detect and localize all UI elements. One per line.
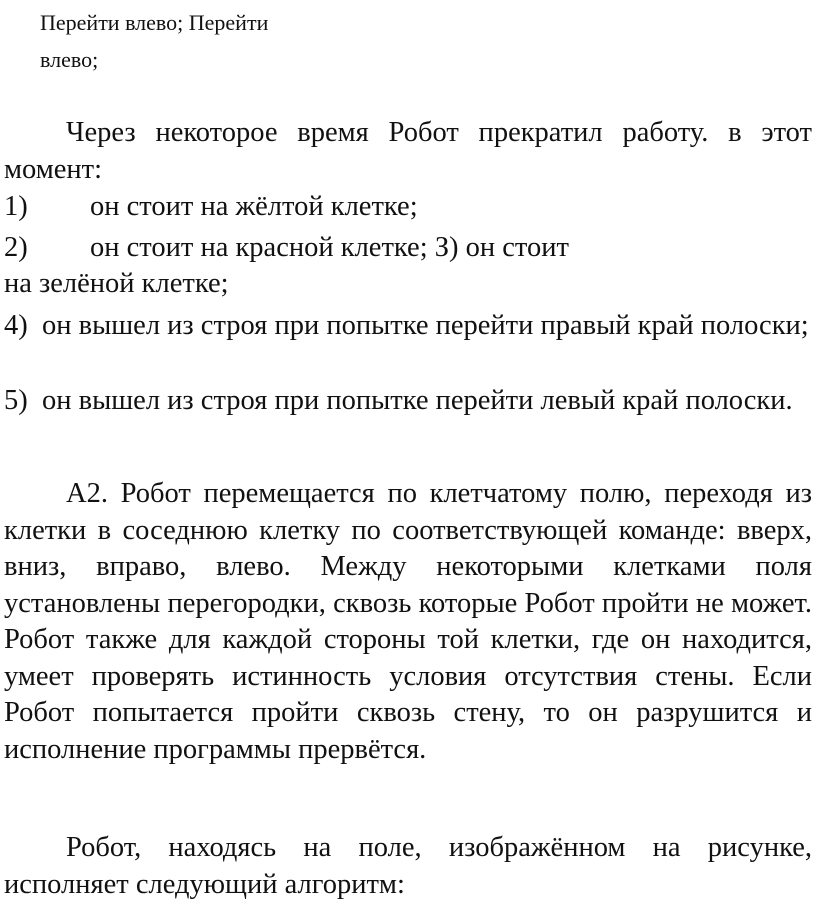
- closing-paragraph: Робот, находясь на поле, изображённом на рисунке, исполняет следующий алгоритм:: [4, 832, 812, 900]
- option-1-number: 1): [4, 191, 28, 222]
- fragment-line-2: влево;: [40, 47, 99, 72]
- previous-algorithm-fragment: [40, 4, 268, 78]
- option-4-number: 4): [4, 310, 28, 341]
- intro-paragraph: Через некоторое время Робот прекратил работу. в этот момент:: [4, 117, 812, 185]
- fragment-line-1: Перейти влево; Перейти: [40, 10, 269, 35]
- option-5: [4, 383, 812, 420]
- task-a2-paragraph: А2. Робот перемещается по клетчатому полю, переходя из клетки в соседнюю клетку по соответствующей команде: вверх, вниз, вправо, влево. Между некоторыми клетками поля установлены перегородки, сквозь которые Робот пройти не может. Робот также для каждой стороны той клетки, где он находится, умеет проверять истинность условия отсутствия стены. Если Робот попытается пройти сквозь стену, то он разрушится и исполнение программы прервётся.: [4, 478, 812, 765]
- option-4: [4, 308, 812, 345]
- option-2-text: он стоит на красной клетке; З) он стоит: [90, 232, 569, 263]
- option-4-text: он вышел из строя при попытке перейти правый край полоски;: [42, 310, 809, 341]
- option-1-text: он стоит на жёлтой клетке;: [90, 191, 418, 222]
- option-2-number: 2): [4, 232, 28, 263]
- option-5-text: он вышел из строя при попытке перейти левый край полоски.: [42, 385, 793, 416]
- option-5-number: 5): [4, 385, 28, 416]
- option-3-continuation: на зелёной клетке;: [4, 268, 229, 299]
